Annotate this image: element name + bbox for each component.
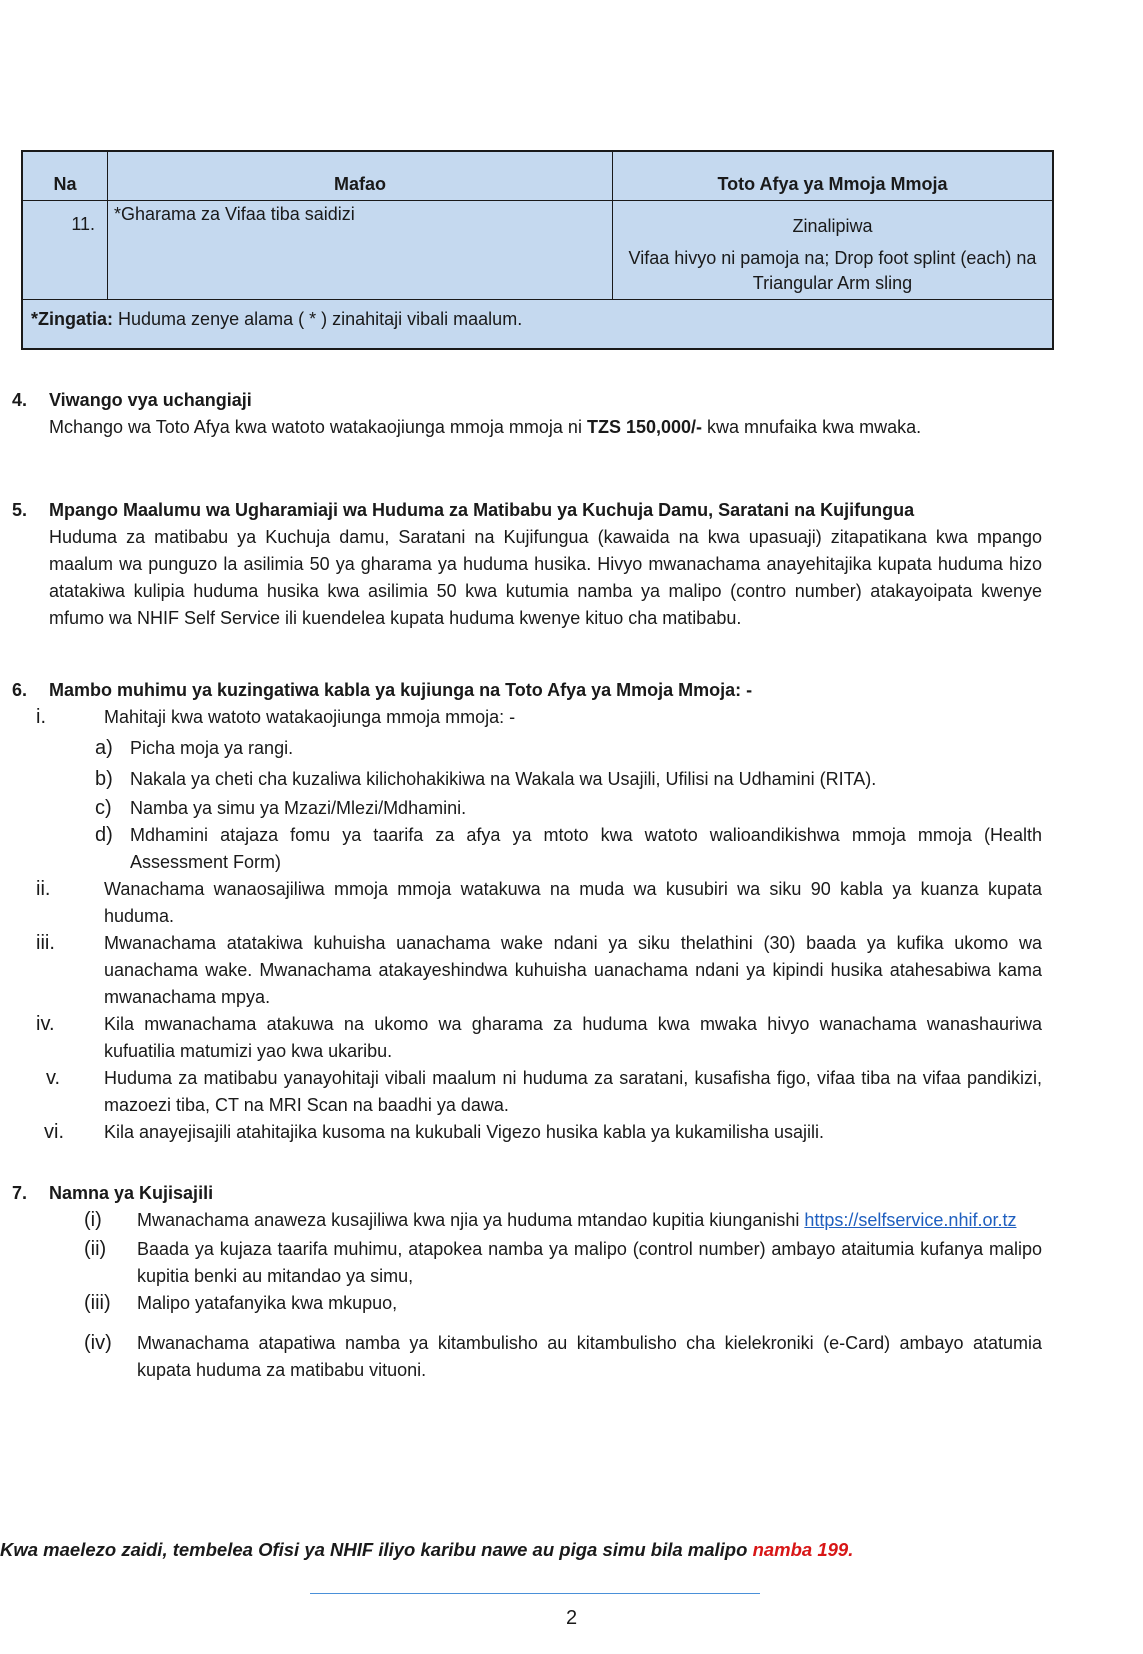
header-na: Na (23, 152, 108, 200)
list-marker: ii. (36, 878, 51, 900)
list-item (12, 1065, 1042, 1119)
list-marker: (i) (84, 1209, 102, 1231)
section-7 (12, 1180, 1042, 1384)
list-marker: (ii) (84, 1238, 107, 1260)
list-item (12, 795, 1042, 822)
section-5-title: Mpango Maalumu wa Ugharamiaji wa Huduma za Matibabu ya Kuchuja Damu, Saratani na Kujifungua (49, 500, 915, 520)
section-4-text-b: kwa mnufaika kwa mwaka. (702, 417, 922, 437)
list-text: Mdhamini atajaza fomu ya taarifa za afya ya mtoto kwa watoto walioandikishwa mmoja mmoja (Health Assessment Form) (130, 825, 1042, 872)
list-text: Nakala ya cheti cha kuzaliwa kilichohakikiwa na Wakala wa Usajili, Ufilisi na Udhamini (RITA). (130, 769, 877, 789)
page-number: 2 (565, 1607, 578, 1629)
note-label: *Zingatia: (31, 309, 114, 329)
list-marker: vi. (44, 1121, 64, 1143)
list-text: Mwanachama atatakiwa kuhuisha uanachama wake ndani ya siku thelathini (30) baada ya kufika ukomo wa uanachama wake. Mwanachama atakayeshindwa kuhuisha uanachama ndani ya kipindi husika atahesabiwa kama mwanachama mpya. (104, 933, 1042, 1007)
section-6 (12, 677, 1042, 1146)
list-item (12, 766, 1042, 793)
section-4-title: Viwango vya uchangiaji (49, 390, 252, 410)
row-coverage (613, 201, 1052, 299)
table-header-row (23, 152, 1052, 201)
list-item (12, 735, 1042, 762)
coverage-details: Vifaa hivyo ni pamoja na; Drop foot splint (each) na Triangular Arm sling (628, 248, 1037, 293)
list-text: Malipo yatafanyika kwa mkupuo, (137, 1293, 398, 1313)
list-text: Kila anayejisajili atahitajika kusoma na kukubali Vigezo husika kabla ya kukamilisha usajili. (104, 1122, 825, 1142)
section-7-number: 7. (12, 1183, 28, 1203)
row-benefit: *Gharama za Vifaa tiba saidizi (108, 201, 613, 299)
section-5 (12, 497, 1042, 632)
section-6-title: Mambo muhimu ya kuzingatiwa kabla ya kujiunga na Toto Afya ya Mmoja Mmoja: - (49, 680, 753, 700)
list-item (12, 704, 1042, 731)
header-mafao: Mafao (108, 152, 613, 200)
list-text: Kila mwanachama atakuwa na ukomo wa gharama za huduma kwa mwaka hivyo wanachama wanashauriwa kufuatilia matumizi yao kwa ukaribu. (104, 1014, 1042, 1061)
list-item (12, 1011, 1042, 1065)
list-item (12, 822, 1042, 876)
table-note-row (23, 300, 1052, 348)
list-text: Namba ya simu ya Mzazi/Mlezi/Mdhamini. (130, 798, 467, 818)
list-marker: d) (95, 824, 113, 846)
footer-note (0, 1536, 853, 1563)
list-marker: a) (95, 737, 113, 759)
list-text: Picha moja ya rangi. (130, 738, 294, 758)
row-number: 11. (23, 201, 108, 299)
section-4-number: 4. (12, 390, 28, 410)
registration-text: Mwanachama anaweza kusajiliwa kwa njia ya huduma mtandao kupitia kiunganishi (137, 1210, 805, 1230)
coverage-status: Zinalipiwa (792, 216, 873, 236)
list-marker: v. (46, 1067, 61, 1089)
list-text: Mahitaji kwa watoto watakaojiunga mmoja mmoja: - (104, 707, 516, 727)
list-marker: c) (95, 797, 112, 819)
list-item (12, 1236, 1042, 1290)
list-item (12, 1207, 1042, 1234)
list-marker: b) (95, 768, 113, 790)
header-toto: Toto Afya ya Mmoja Mmoja (613, 152, 1052, 200)
list-marker: iii. (36, 932, 55, 954)
section-5-text: Huduma za matibabu ya Kuchuja damu, Saratani na Kujifungua (kawaida na kwa upasuaji) zitapatikana kwa mpango maalum wa punguzo la asilimia 50 ya gharama ya huduma husika. Hivyo mwanachama anayehitajika kupata huduma hizo atatakiwa kulipia huduma husika kwa asilimia 50 kwa kutumia namba ya malipo (contro number) atakayoipata kwenye mfumo wa NHIF Self Service ili kuendelea kupata huduma kwenye kituo cha matibabu. (49, 527, 1042, 628)
section-5-number: 5. (12, 500, 28, 520)
list-marker: (iii) (84, 1292, 111, 1314)
footer-note-text: Kwa maelezo zaidi, tembelea Ofisi ya NHIF iliyo karibu nawe au piga simu bila malipo (0, 1539, 753, 1560)
list-marker: (iv) (84, 1332, 112, 1354)
section-7-title: Namna ya Kujisajili (49, 1183, 214, 1203)
note-text: Huduma zenye alama ( * ) zinahitaji vibali maalum. (113, 309, 523, 329)
list-text: Huduma za matibabu yanayohitaji vibali maalum ni huduma za saratani, kusafisha figo, vifaa tiba na vifaa pandikizi, mazoezi tiba, CT na MRI Scan na baadhi ya dawa. (104, 1068, 1042, 1115)
section-6-number: 6. (12, 680, 28, 700)
list-marker: iv. (36, 1013, 55, 1035)
contribution-amount: TZS 150,000/- (586, 417, 703, 437)
section-4-text-a: Mchango wa Toto Afya kwa watoto watakaojiunga mmoja mmoja ni (49, 417, 587, 437)
list-text: Baada ya kujaza taarifa muhimu, atapokea namba ya malipo (control number) ambayo ataitumia kufanya malipo kupitia benki au mitandao ya simu, (137, 1239, 1042, 1286)
list-item (12, 876, 1042, 930)
list-item (12, 1119, 1042, 1146)
table-row (23, 201, 1052, 300)
list-marker: i. (36, 706, 46, 728)
list-text: Wanachama wanaosajiliwa mmoja mmoja watakuwa na muda wa kusubiri wa siku 90 kabla ya kuanza kupata huduma. (104, 879, 1042, 926)
hotline-number: namba 199. (752, 1539, 854, 1560)
benefits-table (21, 150, 1054, 350)
list-text: Mwanachama atapatiwa namba ya kitambulisho au kitambulisho cha kielekroniki (e-Card) ambayo atatumia kupata huduma za matibabu vituoni. (137, 1333, 1042, 1380)
list-text (137, 1207, 1042, 1234)
footer-divider (310, 1593, 760, 1594)
section-4 (12, 387, 1042, 441)
section-4-text (49, 414, 1042, 441)
list-item (12, 930, 1042, 1011)
list-item (12, 1290, 1042, 1317)
selfservice-link[interactable]: https://selfservice.nhif.or.tz (804, 1210, 1017, 1230)
list-item (12, 1330, 1042, 1384)
